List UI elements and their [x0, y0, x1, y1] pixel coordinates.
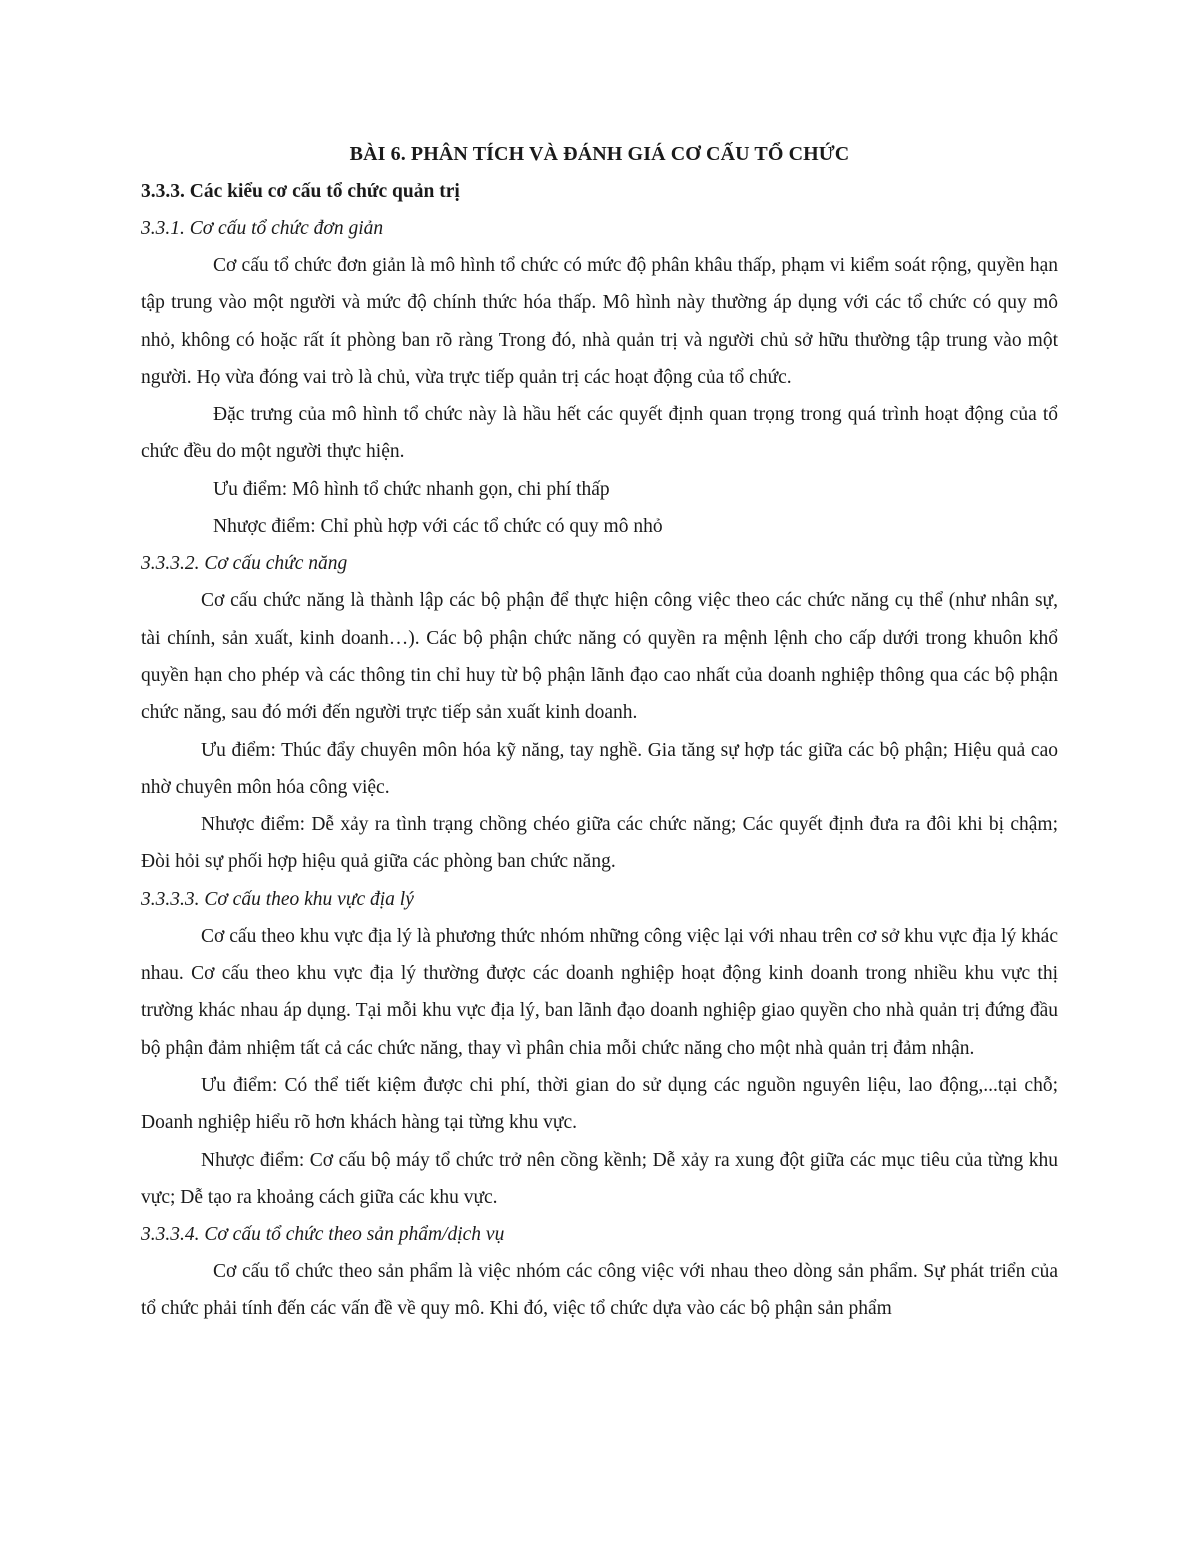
- page-title: BÀI 6. PHÂN TÍCH VÀ ĐÁNH GIÁ CƠ CẤU TỔ CHỨC: [349, 143, 850, 165]
- paragraph: Cơ cấu tổ chức đơn giản là mô hình tổ chức có mức độ phân khâu thấp, phạm vi kiểm soát rộng, quyền hạn tập trung vào một người và mức độ chính thức hóa thấp. Mô hình này thường áp dụng với các tổ chức có quy mô nhỏ, không có hoặc rất ít phòng ban rõ ràng Trong đó, nhà quản trị và người chủ sở hữu thường tập trung vào một người. Họ vừa đóng vai trò là chủ, vừa trực tiếp quản trị các hoạt động của tổ chức.: [141, 255, 1058, 388]
- pros-line: Ưu điểm: Mô hình tổ chức nhanh gọn, chi phí thấp: [213, 478, 610, 500]
- paragraph: Cơ cấu theo khu vực địa lý là phương thức nhóm những công việc lại với nhau trên cơ sở khu vực địa lý khác nhau. Cơ cấu theo khu vực địa lý thường được các doanh nghiệp hoạt động kinh doanh trong nhiều khu vực thị trường khác nhau áp dụng. Tại mỗi khu vực địa lý, ban lãnh đạo doanh nghiệp giao quyền cho nhà quản trị đứng đầu bộ phận đảm nhiệm tất cả các chức năng, thay vì phân chia mỗi chức năng cho một nhà quản trị đảm nhận.: [141, 925, 1058, 1059]
- section-heading: 3.3.3. Các kiểu cơ cấu tổ chức quản trị: [141, 181, 460, 202]
- subsection-heading-simple: 3.3.1. Cơ cấu tổ chức đơn giản: [141, 218, 384, 239]
- paragraph: Cơ cấu chức năng là thành lập các bộ phận để thực hiện công việc theo các chức năng cụ thể (như nhân sự, tài chính, sản xuất, kinh doanh…). Các bộ phận chức năng có quyền ra mệnh lệnh cho cấp dưới trong khuôn khổ quyền hạn cho phép và các thông tin chỉ huy từ bộ phận lãnh đạo cao nhất của doanh nghiệp thông qua các bộ phận chức năng, sau đó mới đến người trực tiếp sản xuất kinh doanh.: [141, 590, 1058, 724]
- pros-paragraph: Ưu điểm: Thúc đẩy chuyên môn hóa kỹ năng, tay nghề. Gia tăng sự hợp tác giữa các bộ phận; Hiệu quả cao nhờ chuyên môn hóa công việc.: [141, 739, 1058, 798]
- cons-paragraph: Nhược điểm: Cơ cấu bộ máy tổ chức trở nên cồng kềnh; Dễ xảy ra xung đột giữa các mục tiêu của từng khu vực; Dễ tạo ra khoảng cách giữa các khu vực.: [141, 1149, 1058, 1208]
- subsection-heading-geographic: 3.3.3.3. Cơ cấu theo khu vực địa lý: [141, 888, 414, 910]
- subsection-heading-functional: 3.3.3.2. Cơ cấu chức năng: [141, 553, 348, 575]
- pros-paragraph: Ưu điểm: Có thể tiết kiệm được chi phí, thời gian do sử dụng các nguồn nguyên liệu, lao động,...tại chỗ; Doanh nghiệp hiểu rõ hơn khách hàng tại từng khu vực.: [141, 1074, 1058, 1134]
- subsection-heading-product: 3.3.3.4. Cơ cấu tổ chức theo sản phẩm/dịch vụ: [141, 1224, 505, 1246]
- paragraph: Đặc trưng của mô hình tổ chức này là hầu hết các quyết định quan trọng trong quá trình hoạt động của tổ chức đều do một người thực hiện.: [141, 404, 1058, 463]
- document-content: [141, 136, 1058, 1328]
- cons-paragraph: Nhược điểm: Dễ xảy ra tình trạng chồng chéo giữa các chức năng; Các quyết định đưa ra đôi khi bị chậm; Đòi hỏi sự phối hợp hiệu quả giữa các phòng ban chức năng.: [141, 814, 1058, 873]
- cons-line: Nhược điểm: Chỉ phù hợp với các tổ chức có quy mô nhỏ: [213, 516, 663, 538]
- paragraph: Cơ cấu tổ chức theo sản phẩm là việc nhóm các công việc với nhau theo dòng sản phẩm. Sự phát triển của tổ chức phải tính đến các vấn đề về quy mô. Khi đó, việc tổ chức dựa vào các bộ phận sản phẩm: [141, 1261, 1058, 1320]
